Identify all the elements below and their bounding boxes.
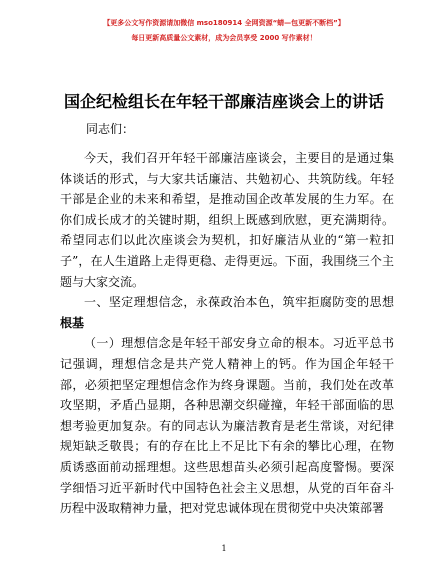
paragraph-section-1-1: （一）理想信念是年轻干部安身立命的根本。习近平总书记强调，理想信念是共产党人精神上的钙。作为国企年轻干部，必须把坚定理想信念作为终身课题。当前，我们处在改革攻坚期，矛盾凸显期，各种思潮交织碰撞，年轻干部面临的思想考验更加复杂。有的同志认为廉洁教育是老生常谈，对纪律规矩缺乏敬畏；有的存在比上不足比下有余的攀比心理，在物质诱惑面前动摇理想。这些思想苗头必须引起高度警惕。要深学细悟习近平新时代中国特色社会主义思想，从党的百年奋斗历程中汲取精神力量，把对党忠诚体现在贯彻党中央决策部署 [60, 336, 394, 516]
section-heading-1 [60, 292, 394, 333]
page-number: 1 [221, 544, 227, 553]
promo-banner-line-2: 每日更新高质量公文素材，成为会员享受 2000 写作素材！ [131, 34, 317, 42]
document-body [60, 148, 394, 519]
greeting: 同志们： [86, 122, 135, 136]
section-heading-1-tail: 根基 [60, 315, 85, 330]
promo-banner-line-1: 【更多公文写作资源请加微信 mso180914 全网资源“蜻—包更新不断档”】 [103, 19, 345, 27]
section-heading-1-text: 一、坚定理想信念，永葆政治本色，筑牢拒腐防变的思想 [84, 295, 394, 310]
paragraph-intro: 今天，我们召开年轻干部廉洁座谈会，主要目的是通过集体谈话的形式，与大家共话廉洁、共勉初心、共筑防线。年轻干部是企业的未来和希望，是推动国企改革发展的生力军。在你们成长成才的关键时期，组织上既感到欣慰，更充满期待。希望同志们以此次座谈会为契机，扣好廉洁从业的“第一粒扣子”，在人生道路上走得更稳、走得更远。下面，我围绕三个主题与大家交流。 [60, 151, 394, 289]
document-title: 国企纪检组长在年轻干部廉洁座谈会上的讲话 [63, 92, 384, 111]
